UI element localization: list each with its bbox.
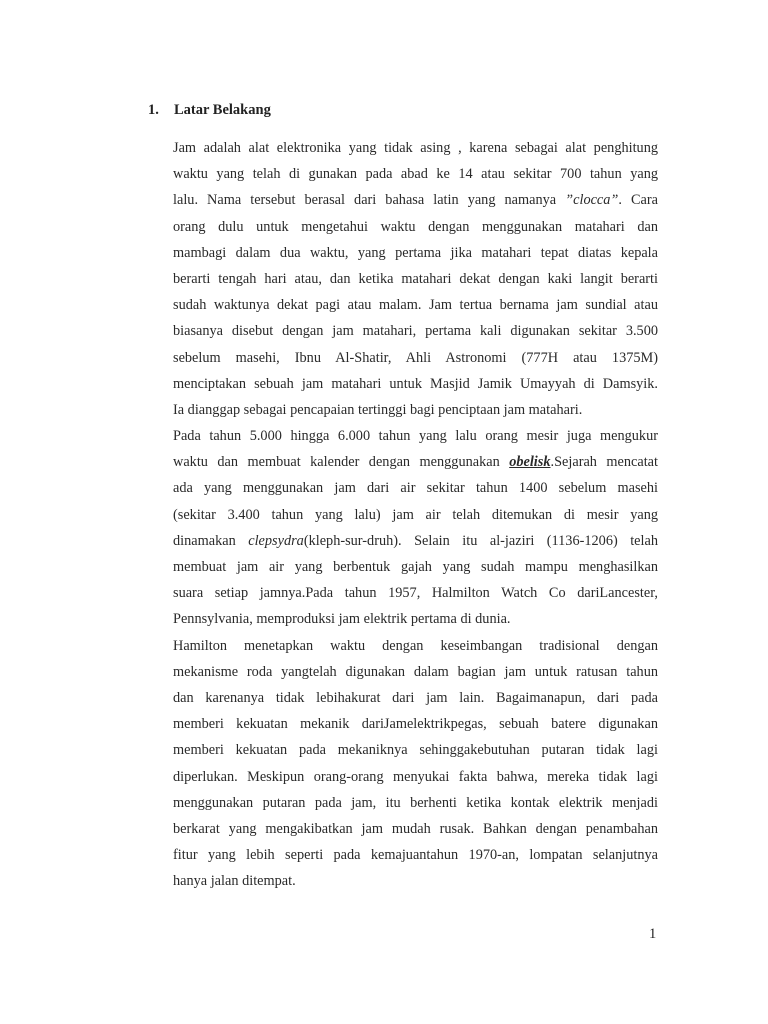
section-heading [148, 102, 271, 119]
text-line: memberi kekuatan pada mekaniknya sehinggakebutuhan putaran tidak lagi [173, 742, 658, 759]
text-line: sebelum masehi, Ibnu Al-Shatir, Ahli Astronomi (777H atau 1375M) [173, 349, 658, 366]
text-line: Ia dianggap sebagai pencapaian tertinggi bagi penciptaan jam matahari. [173, 401, 583, 418]
emphasized-term: obelisk [509, 454, 551, 471]
text-line: hanya jalan ditempat. [173, 873, 296, 890]
text-line: diperlukan. Meskipun orang-orang menyukai fakta bahwa, mereka tidak lagi [173, 768, 658, 785]
paragraph [173, 423, 658, 633]
text-line: berkarat yang mengakibatkan jam mudah rusak. Bahkan dengan penambahan [173, 820, 658, 837]
italic-term: clepsydra [248, 532, 304, 549]
body-text [173, 135, 658, 894]
text-line: lalu. Nama tersebut berasal dari bahasa latin yang namanya ”clocca”. Cara [173, 192, 658, 209]
section-number: 1. [148, 102, 159, 118]
text-line: Hamilton menetapkan waktu dengan keseimbangan tradisional dengan [173, 637, 658, 654]
text-line: suara setiap jamnya.Pada tahun 1957, Halmilton Watch Co dariLancester, [173, 585, 658, 602]
text-line: berarti tengah hari atau, dan ketika matahari dekat dengan kaki langit berarti [173, 270, 658, 287]
text-line: menciptakan sebuah jam matahari untuk Masjid Jamik Umayyah di Damsyik. [173, 375, 658, 392]
text-line: (sekitar 3.400 tahun yang lalu) jam air telah ditemukan di mesir yang [173, 506, 658, 523]
text-line: dan karenanya tidak lebihakurat dari jam lain. Bagaimanapun, dari pada [173, 689, 658, 706]
italic-term: ”clocca” [565, 192, 619, 209]
page-number: 1 [649, 926, 657, 942]
text-line: membuat jam air yang berbentuk gajah yang sudah mampu menghasilkan [173, 559, 658, 575]
text-line: menggunakan putaran pada jam, itu berhenti ketika kontak elektrik menjadi [173, 794, 658, 811]
section-title: Latar Belakang [174, 102, 271, 118]
text-line: mambagi dalam dua waktu, yang pertama jika matahari tepat diatas kepala [173, 244, 658, 261]
paragraph [173, 135, 658, 423]
text-line: waktu dan membuat kalender dengan menggunakan obelisk.Sejarah mencatat [173, 454, 658, 471]
text-line: mekanisme roda yangtelah digunakan dalam bagian jam untuk ratusan tahun [173, 663, 658, 680]
text-line: Jam adalah alat elektronika yang tidak asing , karena sebagai alat penghitung [173, 140, 658, 156]
paragraph [173, 633, 658, 895]
text-line: ada yang menggunakan jam dari air sekitar tahun 1400 sebelum masehi [173, 480, 658, 497]
text-line: orang dulu untuk mengetahui waktu dengan menggunakan matahari dan [173, 218, 658, 235]
text-line: dinamakan clepsydra(kleph-sur-druh). Selain itu al-jaziri (1136-1206) telah [173, 532, 658, 549]
text-line: biasanya disebut dengan jam matahari, pertama kali digunakan sekitar 3.500 [173, 323, 658, 340]
text-line: Pada tahun 5.000 hingga 6.000 tahun yang lalu orang mesir juga mengukur [173, 428, 658, 445]
text-line: fitur yang lebih seperti pada kemajuantahun 1970-an, lompatan selanjutnya [173, 847, 658, 864]
text-line: sudah waktunya dekat pagi atau malam. Jam tertua bernama jam sundial atau [173, 297, 658, 314]
text-line: memberi kekuatan mekanik dariJamelektrikpegas, sebuah batere digunakan [173, 716, 658, 733]
text-line: waktu yang telah di gunakan pada abad ke 14 atau sekitar 700 tahun yang [173, 166, 658, 183]
text-line: Pennsylvania, memproduksi jam elektrik pertama di dunia. [173, 611, 511, 628]
